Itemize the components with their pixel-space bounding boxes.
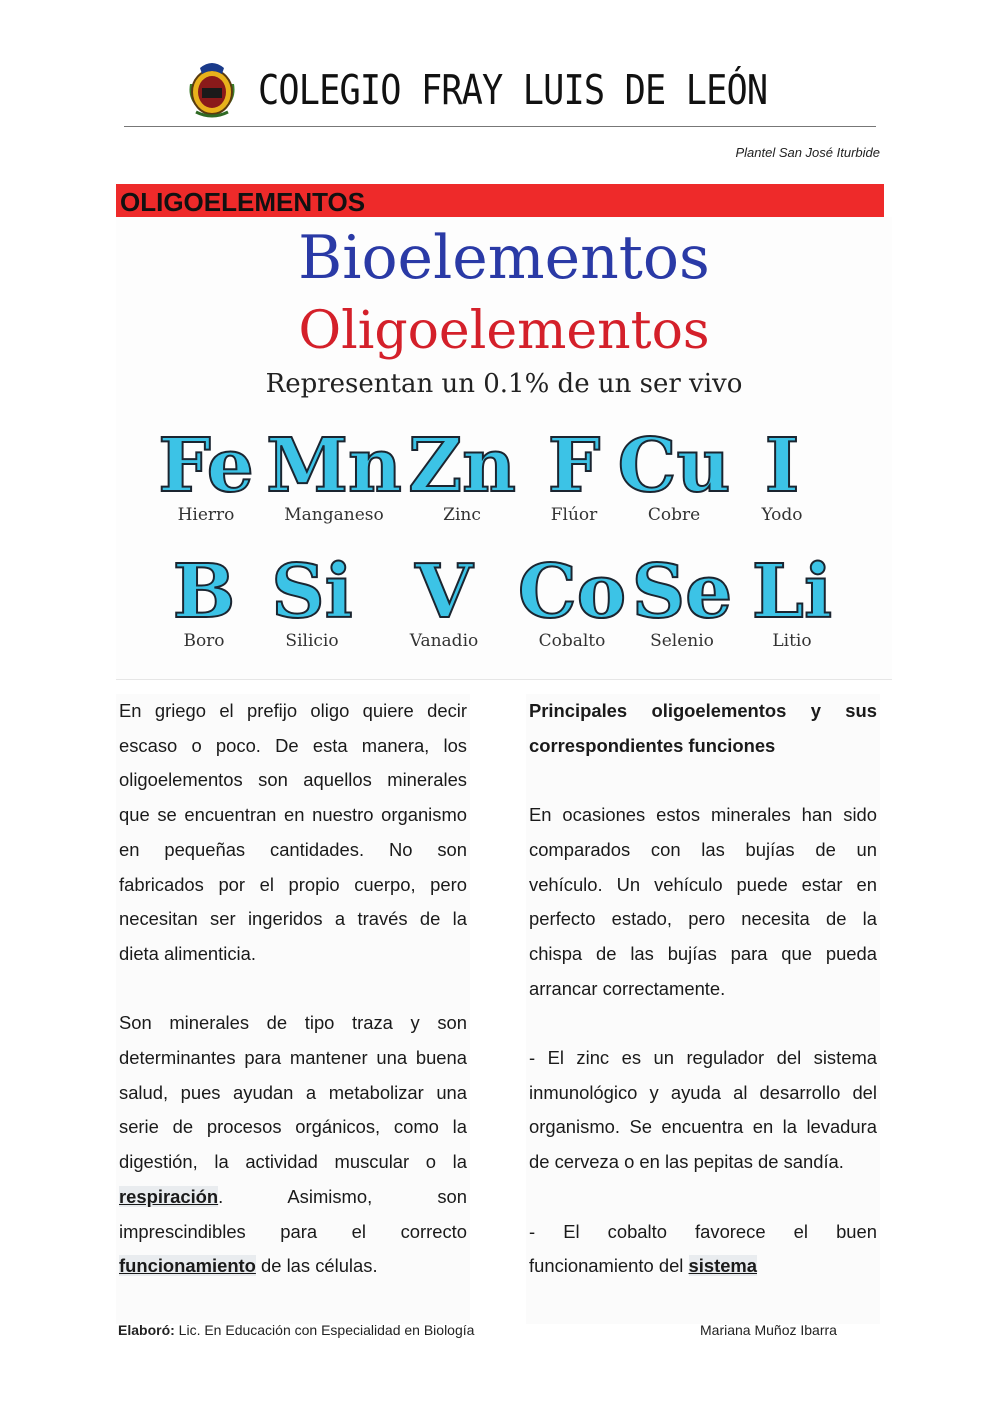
spark-plug-paragraph: En ocasiones estos minerales han sido comparados con las bujías de un vehículo. Un vehículo puede estar en perfecto estado, pero necesita de la chispa de las bujías para que pueda arrancar correctamente.	[529, 804, 877, 999]
element-name: Yodo	[761, 505, 803, 525]
text-run: - El cobalto favorece el buen funcionamiento del	[529, 1220, 877, 1277]
paragraph-spacer	[526, 1180, 880, 1215]
element-name: Cobre	[647, 505, 701, 525]
respiracion-link[interactable]: respiración	[119, 1185, 219, 1207]
bioelements-figure	[116, 217, 892, 680]
element-name: Cobalto	[538, 631, 606, 651]
document-header	[124, 52, 876, 128]
element-symbol: Mn	[266, 423, 402, 509]
element-name: Hierro	[177, 505, 235, 525]
element-card	[374, 551, 514, 651]
text-run: Son minerales de tipo traza y son determinantes para mantener una buena salud, pues ayudan a metabolizar una serie de procesos orgánicos, como la digestión, la actividad muscular o la	[119, 1012, 467, 1173]
element-card	[136, 425, 276, 525]
school-crest-logo	[182, 54, 242, 120]
element-symbol: Cu	[617, 423, 731, 509]
element-symbol: Se	[631, 549, 733, 635]
right-text-column	[526, 694, 880, 1324]
left-text-column	[116, 694, 470, 1324]
element-name: Vanadio	[409, 631, 479, 651]
document-footer	[118, 1322, 878, 1338]
figure-caption: Representan un 0.1% de un ser vivo	[265, 369, 743, 399]
element-symbol: I	[764, 423, 800, 509]
element-symbol: B	[172, 549, 236, 635]
paragraph-spacer	[526, 1006, 880, 1041]
footer-author: Mariana Muñoz Ibarra	[700, 1322, 837, 1338]
text-run: de las células.	[255, 1255, 378, 1277]
zinc-paragraph: - El zinc es un regulador del sistema inmunológico y ayuda al desarrollo del organismo. Se encuentra en la levadura de cerveza o en las pepitas de sandía.	[529, 1047, 877, 1173]
campus-name: Plantel San José Iturbide	[735, 145, 880, 160]
element-card	[722, 551, 862, 651]
element-name: Boro	[183, 631, 225, 651]
school-name: COLEGIO FRAY LUIS DE LEÓN	[258, 66, 768, 114]
footer-credential: Lic. En Educación con Especialidad en Biología	[178, 1322, 475, 1338]
element-card	[264, 425, 404, 525]
functions-heading: Principales oligoelementos y sus correspondientes funciones	[529, 700, 877, 756]
header-divider	[124, 126, 876, 127]
element-name: Silicio	[285, 631, 339, 651]
intro-paragraph: En griego el prefijo oligo quiere decir escaso o poco. De esta manera, los oligoelementos son aquellos minerales que se encuentran en nuestro organismo en pequeñas cantidades. No son fabricados por el propio cuerpo, pero necesitan ser ingeridos a través de la dieta alimenticia.	[119, 700, 467, 964]
element-name: Manganeso	[284, 505, 384, 525]
text-run: . Asimismo, son imprescindibles para el correcto	[119, 1185, 467, 1242]
element-symbol: Co	[517, 549, 627, 635]
element-symbol: Li	[751, 549, 833, 635]
element-card	[242, 551, 382, 651]
element-name: Litio	[772, 631, 812, 651]
funcionamiento-link[interactable]: funcionamiento	[119, 1255, 256, 1277]
cobalt-paragraph	[526, 1215, 880, 1284]
element-symbol: Zn	[408, 423, 516, 509]
element-symbol: Si	[271, 549, 353, 635]
element-name: Selenio	[650, 631, 714, 651]
paragraph-spacer	[526, 763, 880, 798]
element-name: Zinc	[443, 505, 481, 525]
figure-subtitle: Oligoelementos	[298, 301, 710, 361]
footer-label: Elaboró:	[118, 1322, 175, 1338]
paragraph-spacer	[116, 972, 470, 1007]
trace-minerals-paragraph	[116, 1006, 470, 1284]
element-symbol: F	[547, 423, 601, 509]
figure-title: Bioelementos	[298, 223, 710, 293]
element-symbol: V	[415, 549, 473, 635]
section-title: OLIGOELEMENTOS	[120, 187, 366, 217]
sistema-link[interactable]: sistema	[688, 1255, 757, 1277]
element-card	[712, 425, 852, 525]
element-name: Flúor	[550, 505, 598, 525]
section-title-bar	[116, 184, 884, 217]
element-symbol: Fe	[158, 423, 254, 509]
